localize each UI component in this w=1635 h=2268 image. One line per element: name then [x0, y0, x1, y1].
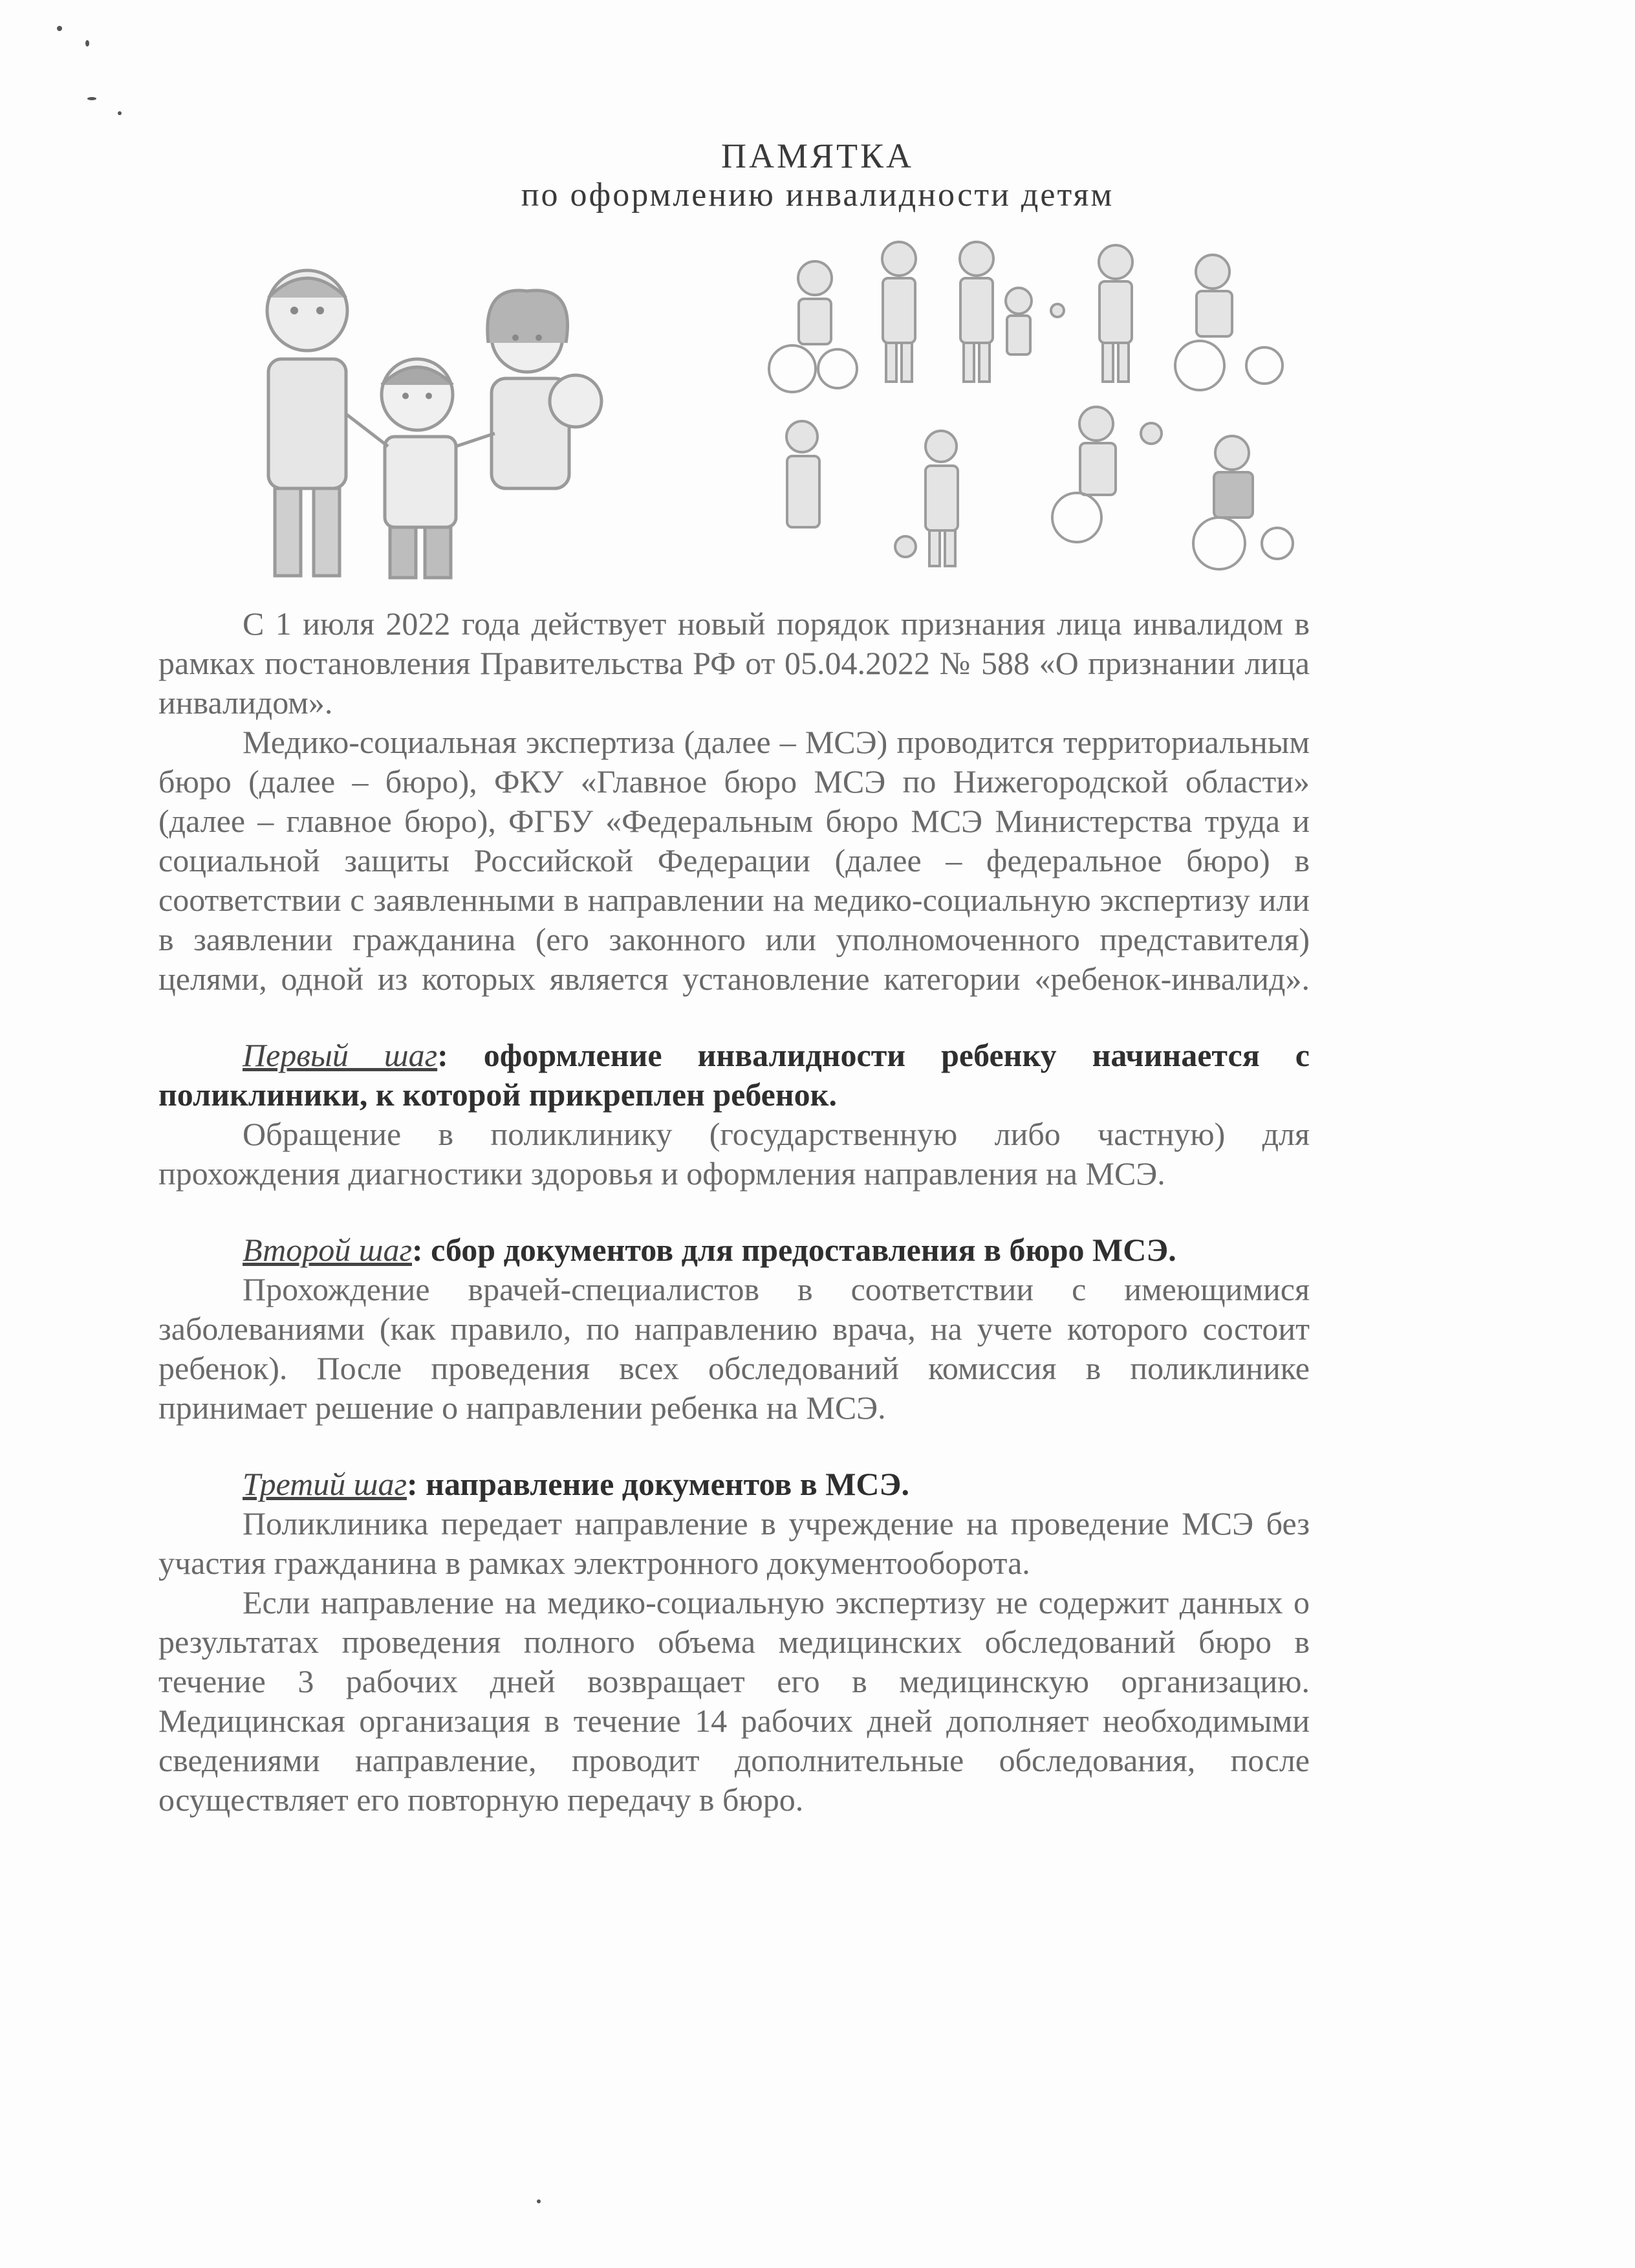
step-1-body: Обращение в поликлинику (государственную либо частную) для прохождения диагностики здоровья и оформления направления на МСЭ.: [158, 1116, 1310, 1192]
document-body: [158, 604, 1310, 1820]
family-illustration: [223, 246, 650, 582]
scan-speck: [537, 2199, 541, 2203]
step-2-body: Прохождение врачей-специалистов в соответствии с имеющимися заболеваниями (как правило, по направлению врача, на учете которого состоит ребенок). После проведения всех обследований комиссия в поликлинике принимает решение о направлении ребенка на МСЭ.: [158, 1271, 1310, 1426]
intro-paragraph-1: С 1 июля 2022 года действует новый порядок признания лица инвалидом в рамках постановления Правительства РФ от 05.04.2022 № 588 «О признании лица инвалидом».: [158, 605, 1310, 721]
step-1-heading-text: : оформление инвалидности ребенку начинается с поликлиники, к которой прикреплен ребенок.: [158, 1037, 1310, 1113]
children-wheelchair-icon: [753, 239, 1297, 576]
intro-paragraph-2: Медико-социальная экспертиза (далее – МСЭ) проводится территориальным бюро (далее – бюро), ФКУ «Главное бюро МСЭ по Нижегородской области» (далее – главное бюро), ФГБУ «Федеральным бюро МСЭ Министерства труда и социальной защиты Российской Федерации (далее – федеральное бюро) в соответствии с заявленными в направлении на медико-социальную экспертизу или в заявлении гражданина (его законного или уполномоченного представителя) целями, одной из которых является установление категории «ребенок-инвалид».: [158, 724, 1310, 997]
scan-speck: [87, 97, 96, 100]
children-with-disabilities-illustration: [753, 239, 1297, 576]
step-3-heading-text: : направление документов в МСЭ.: [406, 1466, 909, 1502]
step-2-label: Второй шаг: [243, 1232, 413, 1268]
step-1-label: Первый шаг: [243, 1037, 438, 1073]
step-2-heading: [158, 1230, 1310, 1270]
step-2-heading-text: : сбор документов для предоставления в бюро МСЭ.: [412, 1232, 1176, 1268]
scan-speck: [57, 26, 62, 31]
step-3-body-1: Поликлиника передает направление в учреждение на проведение МСЭ без участия гражданина в рамках электронного документооборота.: [158, 1505, 1310, 1581]
step-3-body-2: Если направление на медико-социальную экспертизу не содержит данных о результатах проведения полного объема медицинских обследований бюро в течение 3 рабочих дней возвращает его в медицинскую организацию. Медицинская организация в течение 14 рабочих дней дополняет необходимыми сведениями направление, проводит дополнительные обследования, после осуществляет его повторную передачу в бюро.: [158, 1584, 1310, 1818]
family-icon: [223, 246, 650, 582]
document-title: ПАМЯТКА: [720, 136, 915, 175]
scan-speck: [85, 40, 89, 47]
step-3-label: Третий шаг: [243, 1466, 407, 1502]
step-1-heading: [158, 1036, 1310, 1115]
document-subtitle: по оформлению инвалидности детям: [521, 177, 1114, 213]
scan-speck: [118, 111, 122, 115]
step-3-heading: [158, 1465, 1310, 1504]
